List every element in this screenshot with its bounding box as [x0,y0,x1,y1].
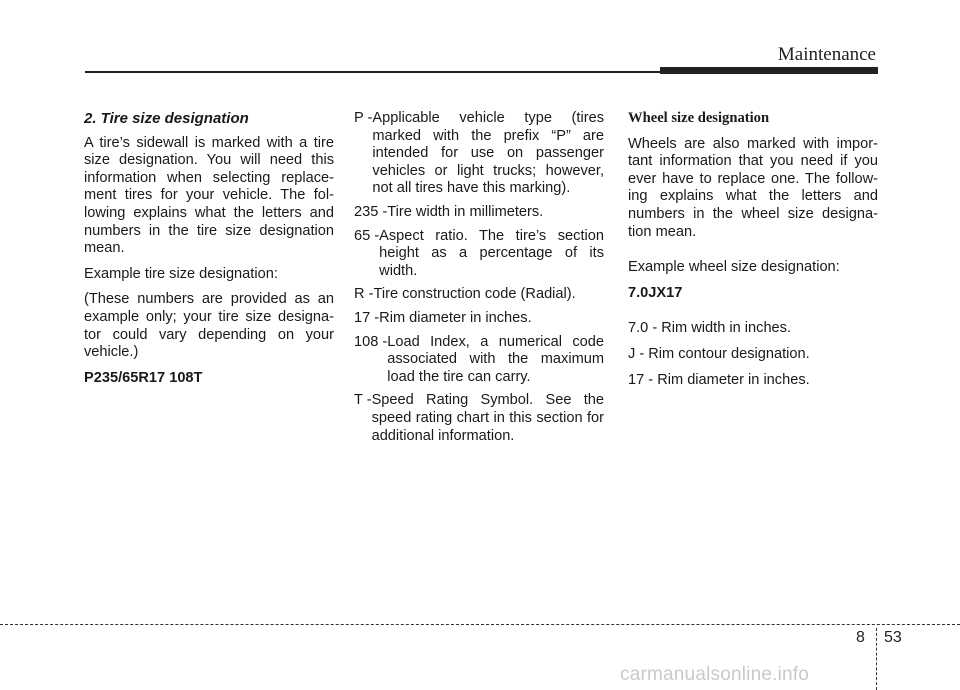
definition-item [354,392,604,445]
section-title: Maintenance [777,44,876,65]
definition-text-cont: speed rating chart in this section for additional information. [371,409,604,444]
definition-code: 108 - [354,333,388,350]
definition-item [354,286,604,304]
wheel-example-label: Example wheel size designation: [628,259,840,276]
wheel-size-heading: Wheel size designation [628,110,770,126]
wheel-example-value: 7.0JX17 [628,284,683,301]
definition-text: Tire width in millimeters. [387,203,544,220]
definition-item [354,204,604,222]
definition-code: 65 - [354,227,380,244]
middle-column [354,110,604,451]
tire-size-heading: 2. Tire size designation [84,110,249,127]
definition-text-cont: height as a percentage of its width. [379,245,604,279]
tire-example-label: Example tire size designation: [84,265,278,282]
definition-item [354,310,604,328]
definition-item [354,110,604,198]
header-rule-thick [660,67,878,74]
definition-text-cont: marked with the prefix “P” are intended for use on passenger vehicles or light trucks; however, not all tires have this marking). [372,127,604,197]
tire-example-value: P235/65R17 108T [84,369,203,386]
header-rule-thin [85,71,660,73]
definition-text: Speed Rating Symbol. See the [371,392,604,409]
definition-text: Load Index, a numerical code [387,333,604,350]
tire-example-note: (These numbers are provided as an example only; your tire size designa-tor could vary depending on your vehicle.) [84,291,334,361]
wheel-size-intro: Wheels are also marked with impor-tant information that you need if you ever have to replace one. The follow-ing explains what the letters and numbers in the wheel size designa-tion mean. [628,135,878,240]
wheel-item: 7.0 - Rim width in inches. [628,320,792,337]
wheel-item: 17 - Rim diameter in inches. [628,371,810,388]
definition-text-cont: associated with the maximum load the tire can carry. [387,351,604,385]
left-column [84,110,334,395]
watermark-text: carmanualsonline.info [620,664,810,685]
footer-divider [0,624,960,625]
definition-code: R - [354,286,374,303]
wheel-item: J - Rim contour designation. [628,345,810,362]
definition-item [354,228,604,281]
definition-item [354,334,604,387]
footer-page-divider [876,628,877,690]
definition-code: 235 - [354,203,388,220]
definition-code: T - [354,392,372,409]
definition-code: 17 - [354,309,380,326]
tire-size-intro: A tire’s sidewall is marked with a tire size designation. You will need this information when selecting replace-ment tires for your vehicle. The fol-lowing explains what the letters and numbers in the tire size designation mean. [84,134,334,257]
definition-text: Tire construction code (Radial). [373,286,576,303]
definition-text: Rim diameter in inches. [379,309,532,326]
page-number: 53 [884,629,902,646]
definition-text: Aspect ratio. The tire’s section [379,227,604,244]
definition-text: Applicable vehicle type (tires [372,110,604,126]
definition-code: P - [354,110,373,126]
right-column [628,110,878,397]
chapter-number: 8 [856,629,865,646]
